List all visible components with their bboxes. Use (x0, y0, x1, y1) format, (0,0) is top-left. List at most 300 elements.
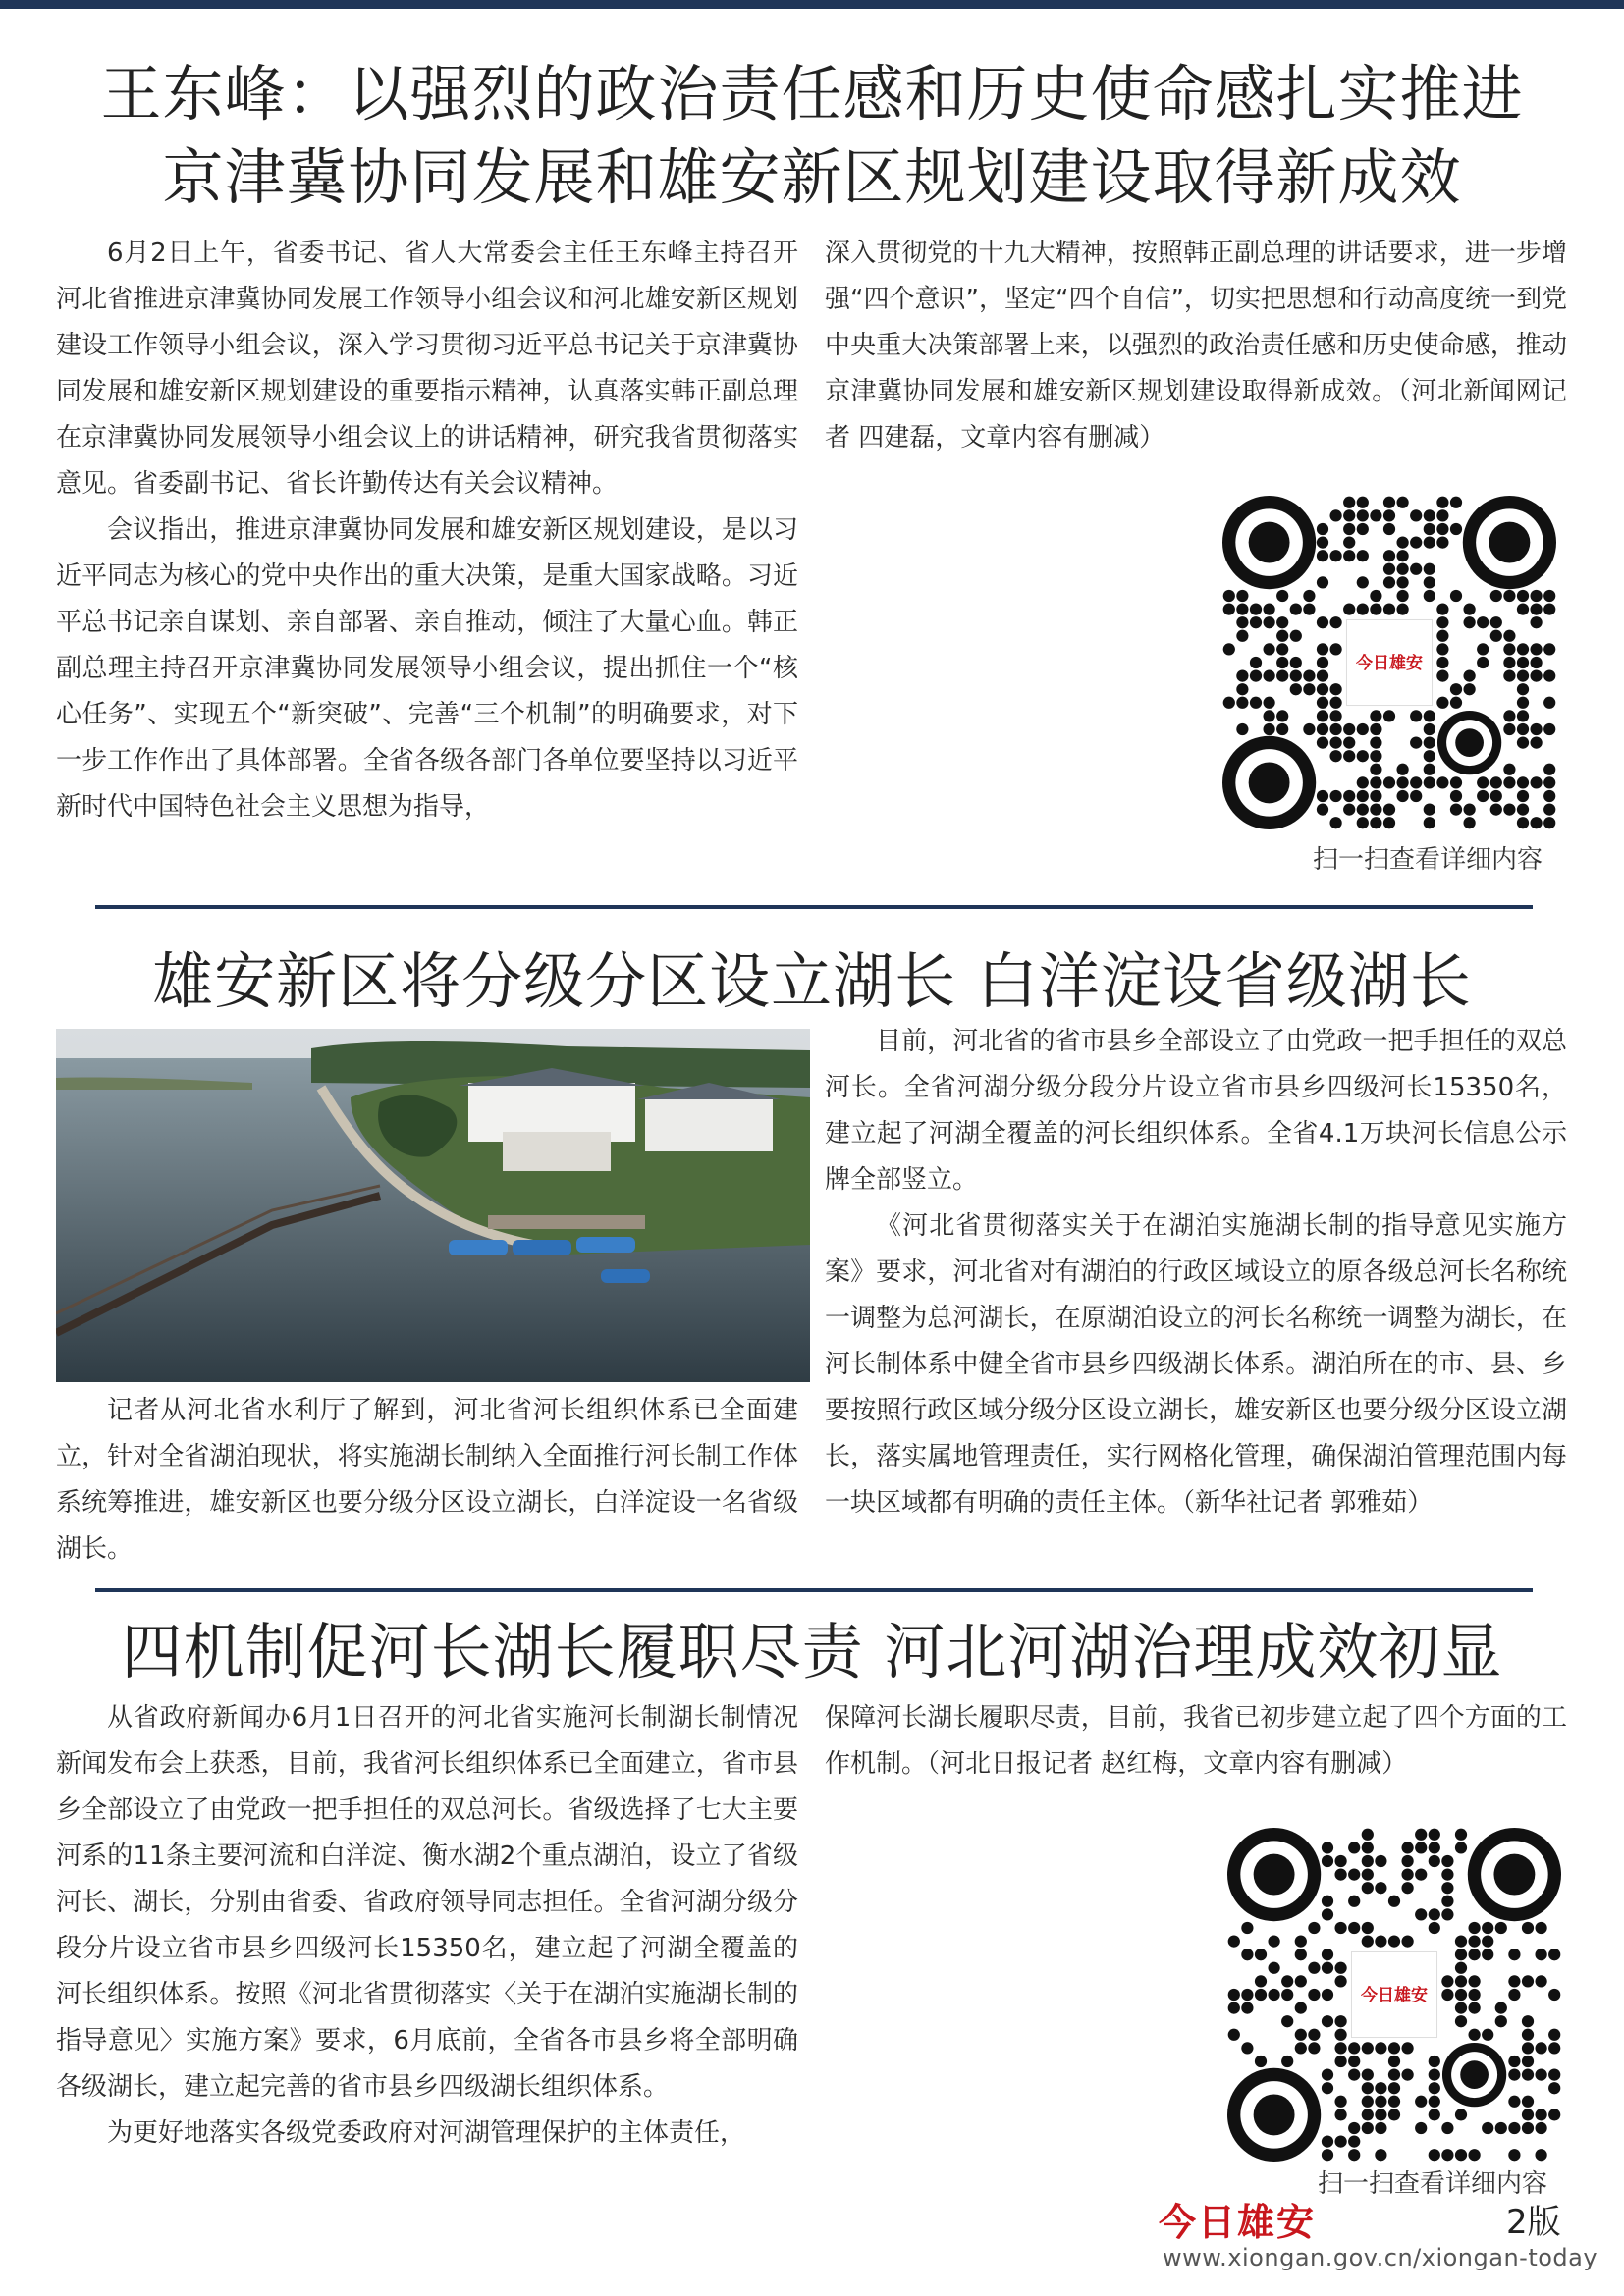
qr-dot (1482, 2122, 1493, 2134)
qr-dot (1329, 710, 1341, 721)
qr-dot (1357, 817, 1369, 828)
qr-dot (1317, 550, 1328, 561)
qr-dot (1334, 2042, 1346, 2054)
qr-dot (1463, 669, 1475, 681)
qr-dot (1429, 1922, 1440, 1934)
footer-url[interactable]: www.xiongan.gov.cn/xiongan-today (1163, 2244, 1598, 2271)
qr-dot (1295, 2002, 1307, 2013)
qr-dot (1450, 497, 1462, 508)
qr-dot (1548, 2068, 1560, 2080)
qr-dot (1250, 603, 1262, 614)
qr-dot (1477, 616, 1489, 628)
qr-dot (1530, 723, 1542, 735)
qr-dot (1263, 710, 1274, 721)
qr-dot (1424, 736, 1435, 748)
qr-dot (1468, 1989, 1480, 2001)
qr-dot (1317, 643, 1328, 655)
article3-para-3: 保障河长湖长履职尽责，目前，我省已初步建立起了四个方面的工作机制。（河北日报记者 赵红梅，文章内容有删减） (825, 1703, 1567, 1779)
qr-dot (1281, 2015, 1293, 2027)
qr-dot (1429, 1855, 1440, 1867)
qr-dot (1263, 603, 1274, 614)
qr-dot (1490, 630, 1502, 642)
qr-dot (1250, 657, 1262, 668)
qr-dot (1424, 509, 1435, 521)
qr-dot (1329, 683, 1341, 695)
qr-dot (1322, 1896, 1333, 1907)
article1-qr-caption: 扫一扫查看详细内容 (1313, 845, 1543, 875)
qr-dot (1343, 550, 1355, 561)
qr-dot (1322, 1855, 1333, 1867)
qr-dot (1468, 2002, 1480, 2013)
qr-dot (1396, 776, 1408, 788)
qr-dot (1317, 669, 1328, 681)
qr-dot (1450, 803, 1462, 815)
qr-dot (1495, 1922, 1507, 1934)
qr-dot (1343, 723, 1355, 735)
qr-dot (1329, 817, 1341, 828)
qr-dot (1375, 1882, 1386, 1894)
qr-dot (1530, 776, 1542, 788)
qr-dot (1317, 523, 1328, 535)
qr-dot (1241, 1949, 1253, 1960)
qr-dot (1255, 1989, 1267, 2001)
qr-dot (1263, 643, 1274, 655)
qr-dot (1308, 1989, 1320, 2001)
qr-dot (1322, 2149, 1333, 2161)
qr-dot (1503, 590, 1515, 602)
qr-dot (1322, 1962, 1333, 1974)
qr-dot (1370, 764, 1381, 775)
qr-dot (1223, 590, 1235, 602)
qr-dot (1401, 1842, 1413, 1853)
qr-dot (1424, 710, 1435, 721)
qr-dot (1424, 803, 1435, 815)
qr-dot (1290, 669, 1302, 681)
lake-photo (56, 1029, 810, 1382)
qr-dot (1401, 2042, 1413, 2054)
qr-dot (1517, 657, 1529, 668)
qr-dot (1268, 1989, 1279, 2001)
qr-dot (1543, 803, 1555, 815)
qr-dot (1450, 697, 1462, 709)
qr-dot (1441, 2149, 1453, 2161)
qr-dot (1396, 603, 1408, 614)
qr-dot (1375, 2096, 1386, 2108)
qr-dot (1436, 697, 1448, 709)
qr-dot (1370, 509, 1381, 521)
qr-dot (1276, 710, 1288, 721)
qr-dot (1343, 790, 1355, 802)
qr-dot (1362, 2042, 1374, 2054)
qr-dot (1295, 1935, 1307, 1947)
qr-dot (1322, 2068, 1333, 2080)
qr-dot (1334, 2096, 1346, 2108)
qr-dot (1424, 776, 1435, 788)
qr-dot (1503, 643, 1515, 655)
qr-dot (1223, 603, 1235, 614)
article1-para-2: 会议指出，推进京津冀协同发展和雄安新区规划建设，是以习近平同志为核心的党中央作出的重大决策，是重大国家战略。习近平总书记亲自谋划、亲自部署、亲自推动，倾注了大量心血。韩正副总理主持召开京津冀协同发展领导小组会议，提出抓住一个“核心任务”、实现五个“新突破”、完善“三个机制”的明确要求，对下一步工作作出了具体部署。全省各级各部门各单位要坚持以习近平新时代中国特色社会主义思想为指导， (56, 515, 798, 822)
qr-dot (1357, 509, 1369, 521)
qr-finder (1254, 2094, 1295, 2135)
qr-dot (1548, 2082, 1560, 2094)
qr-dot (1348, 2122, 1360, 2134)
qr-dot (1517, 697, 1529, 709)
qr-dot (1530, 643, 1542, 655)
qr-dot (1401, 2068, 1413, 2080)
qr-dot (1236, 590, 1248, 602)
qr-dot (1334, 2135, 1346, 2147)
qr-dot (1281, 1989, 1293, 2001)
qr-dot (1396, 764, 1408, 775)
qr-dot (1317, 657, 1328, 668)
qr-dot (1535, 2122, 1546, 2134)
qr-finder (1455, 728, 1484, 757)
qr-finder (1249, 762, 1290, 803)
qr-dot (1263, 616, 1274, 628)
qr-dot (1468, 2149, 1480, 2161)
qr-dot (1236, 723, 1248, 735)
qr-dot (1236, 630, 1248, 642)
qr-finder (1489, 522, 1530, 563)
qr-dot (1468, 2029, 1480, 2041)
qr-dot (1370, 790, 1381, 802)
qr-dot (1281, 1975, 1293, 1987)
qr-dot (1228, 2029, 1240, 2041)
qr-dot (1396, 590, 1408, 602)
qr-dot (1370, 736, 1381, 748)
qr-dot (1535, 2042, 1546, 2054)
qr-dot (1276, 657, 1288, 668)
qr-dot (1334, 2056, 1346, 2067)
qr-dot (1455, 2002, 1467, 2013)
qr-dot (1322, 1842, 1333, 1853)
qr-dot (1468, 1935, 1480, 1947)
qr-dot (1334, 1975, 1346, 1987)
qr-dot (1370, 723, 1381, 735)
qr-dot (1450, 683, 1462, 695)
qr-dot (1517, 817, 1529, 828)
qr-dot (1455, 1949, 1467, 1960)
article2-title: 雄安新区将分级分区设立湖长 白洋淀设省级湖长 (152, 945, 1472, 1017)
qr-dot (1250, 616, 1262, 628)
qr-dot (1362, 2122, 1374, 2134)
qr-dot (1357, 750, 1369, 762)
article2-right-column (825, 1019, 1567, 1526)
qr-dot (1436, 509, 1448, 521)
qr-dot (1517, 603, 1529, 614)
qr-dot (1343, 750, 1355, 762)
qr-dot (1322, 1989, 1333, 2001)
qr-dot (1517, 590, 1529, 602)
qr-dot (1375, 2109, 1386, 2120)
qr-dot (1517, 736, 1529, 748)
qr-dot (1383, 509, 1395, 521)
qr-dot (1482, 1935, 1493, 1947)
qr-dot (1429, 1908, 1440, 1920)
qr-dot (1508, 1989, 1520, 2001)
qr-dot (1362, 2068, 1374, 2080)
qr-dot (1429, 2109, 1440, 2120)
article3-qr-code[interactable] (1227, 1828, 1561, 2162)
qr-dot (1329, 790, 1341, 802)
qr-dot (1530, 616, 1542, 628)
qr-dot (1370, 590, 1381, 602)
qr-dot (1396, 576, 1408, 588)
qr-dot (1530, 669, 1542, 681)
article3-left-column (56, 1695, 798, 2157)
qr-dot (1241, 2042, 1253, 2054)
qr-dot (1436, 497, 1448, 508)
qr-dot (1375, 1935, 1386, 1947)
qr-dot (1410, 790, 1422, 802)
qr-dot (1370, 603, 1381, 614)
qr-dot (1410, 536, 1422, 548)
qr-dot (1357, 523, 1369, 535)
qr-dot (1322, 2082, 1333, 2094)
article1-para-1: 6月2日上午，省委书记、省人大常委会主任王东峰主持召开河北省推进京津冀协同发展工作领导小组会议和河北雄安新区规划建设工作领导小组会议，深入学习贯彻习近平总书记关于京津冀协同发展和雄安新区规划建设的重要指示精神，认真落实韩正副总理在京津冀协同发展领导小组会议上的讲话精神，研究我省贯彻落实意见。省委副书记、省长许勤传达有关会议精神。 (56, 239, 798, 499)
qr-dot (1530, 657, 1542, 668)
qr-dot (1477, 790, 1489, 802)
qr-dot (1329, 550, 1341, 561)
qr-dot (1276, 669, 1288, 681)
qr-finder (1493, 1854, 1535, 1896)
qr-dot (1388, 2109, 1400, 2120)
qr-dot (1495, 2015, 1507, 2027)
qr-dot (1322, 2135, 1333, 2147)
qr-dot (1343, 536, 1355, 548)
qr-dot (1375, 2082, 1386, 2094)
qr-dot (1383, 550, 1395, 561)
qr-dot (1429, 2068, 1440, 2080)
qr-dot (1503, 669, 1515, 681)
qr-dot (1383, 497, 1395, 508)
qr-dot (1317, 536, 1328, 548)
qr-dot (1517, 643, 1529, 655)
qr-dot (1441, 1908, 1453, 1920)
qr-dot (1522, 1975, 1534, 1987)
qr-dot (1348, 2068, 1360, 2080)
qr-dot (1329, 736, 1341, 748)
qr-dot (1450, 523, 1462, 535)
qr-dot (1441, 1855, 1453, 1867)
qr-pattern (1227, 1828, 1561, 2162)
qr-dot (1477, 776, 1489, 788)
qr-dot (1396, 790, 1408, 802)
qr-dot (1424, 563, 1435, 575)
qr-dot (1410, 509, 1422, 521)
qr-dot (1317, 723, 1328, 735)
qr-dot (1295, 2029, 1307, 2041)
qr-dot (1455, 1829, 1467, 1841)
qr-dot (1535, 1975, 1546, 1987)
qr-dot (1375, 1855, 1386, 1867)
qr-dot (1441, 1896, 1453, 1907)
qr-dot (1357, 576, 1369, 588)
qr-dot (1429, 1842, 1440, 1853)
qr-dot (1436, 657, 1448, 668)
qr-dot (1517, 710, 1529, 721)
qr-dot (1441, 1882, 1453, 1894)
qr-dot (1424, 523, 1435, 535)
qr-dot (1236, 683, 1248, 695)
qr-dot (1362, 2082, 1374, 2094)
qr-dot (1276, 630, 1288, 642)
qr-dot (1535, 1922, 1546, 1934)
qr-dot (1429, 1829, 1440, 1841)
qr-dot (1276, 723, 1288, 735)
qr-dot (1308, 1962, 1320, 1974)
qr-dot (1268, 1962, 1279, 1974)
qr-dot (1375, 2122, 1386, 2134)
qr-dot (1490, 616, 1502, 628)
qr-dot (1334, 2029, 1346, 2041)
article3-para-1: 从省政府新闻办6月1日召开的河北省实施河长制湖长制情况新闻发布会上获悉，目前，我省河长组织体系已全面建立，省市县乡全部设立了由党政一把手担任的双总河长。省级选择了七大主要河系的11条主要河流和白洋淀、衡水湖2个重点湖泊，设立了省级河长、湖长，分别由省委、省政府领导同志担任。全省河湖分级分段分片设立省市县乡四级河长15350名，建立起了河湖全覆盖的河长组织体系。按照《河北省贯彻落实〈关于在湖泊实施湖长制的指导意见〉实施方案》要求，6月底前，全省各市县乡将全部明确各级湖长，建立起完善的省市县乡四级湖长组织体系。 (56, 1703, 798, 2102)
qr-dot (1455, 1975, 1467, 1987)
qr-dot (1329, 509, 1341, 521)
qr-dot (1375, 2042, 1386, 2054)
qr-dot (1401, 1935, 1413, 1947)
qr-dot (1370, 803, 1381, 815)
qr-dot (1317, 710, 1328, 721)
qr-dot (1424, 723, 1435, 735)
article3-qr-caption: 扫一扫查看详细内容 (1318, 2169, 1548, 2199)
qr-dot (1295, 1949, 1307, 1960)
qr-dot (1455, 2015, 1467, 2027)
qr-dot (1415, 1868, 1427, 1880)
qr-dot (1468, 1949, 1480, 1960)
article1-qr-code[interactable] (1222, 496, 1556, 829)
top-band (0, 0, 1624, 9)
qr-dot (1401, 1868, 1413, 1880)
qr-dot (1436, 603, 1448, 614)
qr-pattern (1222, 496, 1556, 829)
qr-dot (1348, 1922, 1360, 1934)
qr-dot (1503, 764, 1515, 775)
qr-dot (1357, 790, 1369, 802)
qr-dot (1303, 683, 1315, 695)
qr-dot (1429, 2096, 1440, 2108)
qr-dot (1370, 817, 1381, 828)
qr-dot (1250, 669, 1262, 681)
qr-dot (1263, 669, 1274, 681)
qr-dot (1463, 803, 1475, 815)
qr-dot (1228, 1989, 1240, 2001)
qr-dot (1503, 710, 1515, 721)
qr-dot (1508, 1949, 1520, 1960)
qr-dot (1522, 2015, 1534, 2027)
qr-dot (1317, 736, 1328, 748)
qr-dot (1388, 2082, 1400, 2094)
qr-dot (1424, 750, 1435, 762)
qr-dot (1228, 2002, 1240, 2013)
qr-dot (1348, 1868, 1360, 1880)
qr-dot (1357, 497, 1369, 508)
qr-dot (1343, 497, 1355, 508)
qr-dot (1543, 790, 1555, 802)
qr-dot (1357, 603, 1369, 614)
qr-dot (1281, 2056, 1293, 2067)
qr-dot (1343, 803, 1355, 815)
qr-dot (1530, 817, 1542, 828)
qr-dot (1388, 2096, 1400, 2108)
qr-dot (1450, 776, 1462, 788)
qr-dot (1522, 2042, 1534, 2054)
qr-dot (1236, 603, 1248, 614)
qr-dot (1455, 2109, 1467, 2120)
qr-dot (1383, 710, 1395, 721)
qr-dot (1396, 497, 1408, 508)
qr-dot (1410, 776, 1422, 788)
qr-dot (1415, 2122, 1427, 2134)
qr-dot (1495, 2002, 1507, 2013)
qr-dot (1468, 1975, 1480, 1987)
qr-dot (1396, 536, 1408, 548)
qr-dot (1455, 1935, 1467, 1947)
qr-dot (1415, 1908, 1427, 1920)
qr-dot (1548, 1989, 1560, 2001)
qr-dot (1348, 2056, 1360, 2067)
qr-dot (1223, 697, 1235, 709)
qr-dot (1362, 1868, 1374, 1880)
qr-dot (1463, 603, 1475, 614)
qr-dot (1290, 603, 1302, 614)
qr-dot (1503, 776, 1515, 788)
qr-dot (1436, 669, 1448, 681)
qr-dot (1482, 2029, 1493, 2041)
qr-dot (1522, 2096, 1534, 2108)
qr-dot (1490, 590, 1502, 602)
article1-right-column (825, 231, 1567, 461)
article3-para-2: 为更好地落实各级党委政府对河湖管理保护的主体责任， (107, 2118, 746, 2148)
qr-dot (1530, 603, 1542, 614)
qr-dot (1348, 2149, 1360, 2161)
qr-dot (1503, 657, 1515, 668)
qr-dot (1522, 2029, 1534, 2041)
qr-dot (1236, 697, 1248, 709)
article2-para-1: 记者从河北省水利厅了解到，河北省河长组织体系已全面建立，针对全省湖泊现状，将实施湖长制纳入全面推行河长制工作体系统筹推进，雄安新区也要分级分区设立湖长，白洋淀设一名省级湖长。 (56, 1396, 798, 1564)
qr-dot (1508, 2068, 1520, 2080)
qr-dot (1543, 669, 1555, 681)
qr-dot (1415, 1842, 1427, 1853)
qr-dot (1463, 616, 1475, 628)
qr-logo-text: 今日雄安 (1361, 1986, 1428, 2005)
qr-finder (1460, 2060, 1489, 2089)
article1-title-line1: 王东峰：以强烈的政治责任感和历史使命感扎实推进 (100, 58, 1524, 130)
qr-dot (1329, 750, 1341, 762)
qr-dot (1548, 2029, 1560, 2041)
qr-dot (1436, 630, 1448, 642)
qr-dot (1357, 550, 1369, 561)
qr-dot (1463, 817, 1475, 828)
qr-dot (1276, 643, 1288, 655)
qr-dot (1415, 1829, 1427, 1841)
qr-dot (1508, 2056, 1520, 2067)
qr-dot (1290, 657, 1302, 668)
qr-dot (1477, 643, 1489, 655)
qr-dot (1401, 1855, 1413, 1867)
qr-dot (1317, 683, 1328, 695)
qr-dot (1388, 2068, 1400, 2080)
qr-dot (1517, 723, 1529, 735)
qr-dot (1455, 1989, 1467, 2001)
qr-dot (1436, 536, 1448, 548)
qr-dot (1503, 723, 1515, 735)
qr-dot (1362, 1829, 1374, 1841)
qr-dot (1343, 736, 1355, 748)
qr-dot (1436, 616, 1448, 628)
qr-dot (1388, 1935, 1400, 1947)
qr-dot (1436, 643, 1448, 655)
